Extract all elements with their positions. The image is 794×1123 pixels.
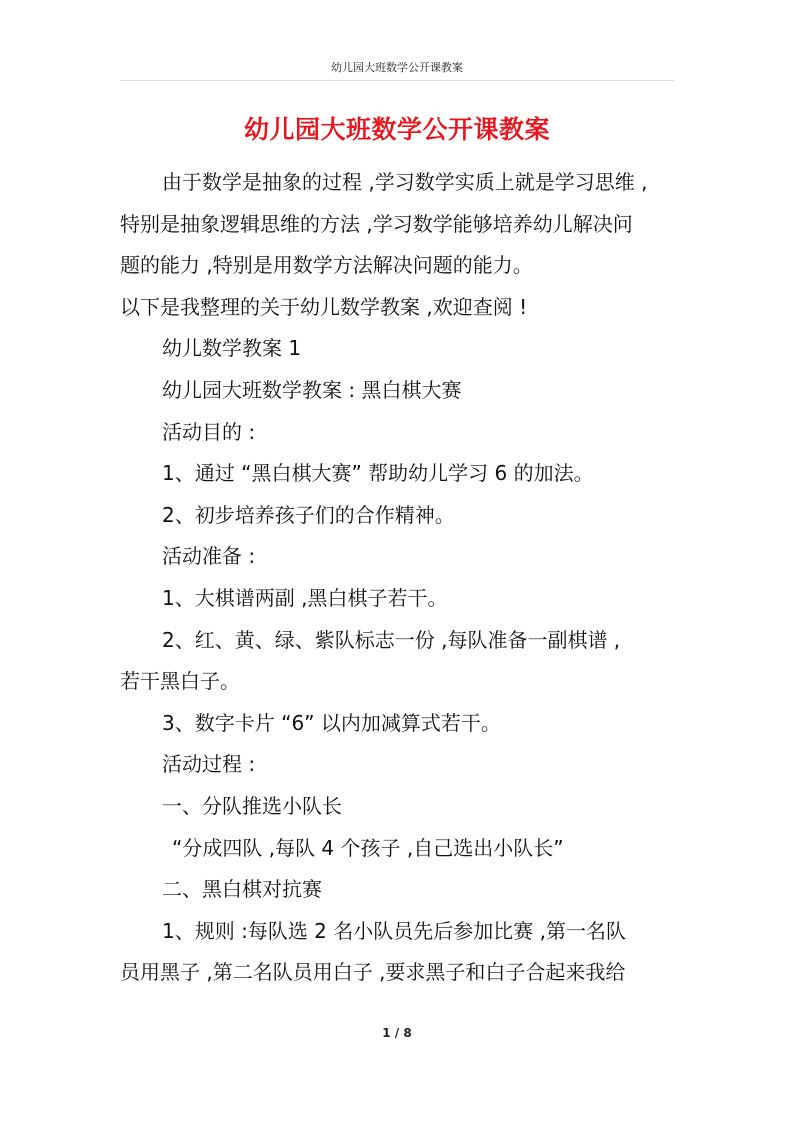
prep-item-2-line-2: 若干黑白子。 — [120, 669, 240, 694]
lesson-title: 幼儿园大班数学教案 : 黑白棋大赛 — [162, 377, 462, 402]
goal-item-2: 2、初步培养孩子们的合作精神。 — [162, 502, 455, 527]
lesson-heading: 幼儿数学教案 1 — [162, 336, 302, 361]
prep-item-3: 3、数字卡片 “6” 以内加减算式若干。 — [162, 710, 501, 735]
document-title: 幼儿园大班数学公开课教案 — [243, 115, 550, 144]
intro-line-2: 特别是抽象逻辑思维的方法 ,学习数学能够培养幼儿解决问 — [120, 211, 633, 236]
process-heading: 活动过程 : — [162, 752, 256, 777]
header-divider — [120, 80, 674, 81]
rule-line-1: 1、规则 :每队选 2 名小队员先后参加比赛 ,第一名队 — [162, 918, 626, 943]
prep-item-2-line-1: 2、红、黄、绿、紫队标志一份 ,每队准备一副棋谱 , — [162, 627, 621, 652]
document-body — [120, 162, 676, 994]
intro-line-4: 以下是我整理的关于幼儿数学教案 ,欢迎查阅 ! — [120, 294, 528, 319]
goals-heading: 活动目的 : — [162, 419, 256, 444]
step-1-heading: 一、分队推选小队长 — [162, 793, 342, 818]
running-header: 幼儿园大班数学公开课教案 — [331, 61, 463, 74]
step-2-heading: 二、黑白棋对抗赛 — [162, 877, 322, 902]
prep-item-1: 1、大棋谱两副 ,黑白棋子若干。 — [162, 585, 448, 610]
prep-heading: 活动准备 : — [162, 544, 256, 569]
intro-line-3: 题的能力 ,特别是用数学方法解决问题的能力。 — [120, 253, 533, 278]
rule-line-2: 员用黑子 ,第二名队员用白子 ,要求黑子和白子合起来我给 — [120, 960, 626, 985]
page-number: 1 / 8 — [382, 1026, 412, 1040]
intro-line-1: 由于数学是抽象的过程 ,学习数学实质上就是学习思维 , — [162, 170, 648, 194]
step-1-quote: “分成四队 ,每队 4 个孩子 ,自己选出小队长” — [172, 835, 564, 860]
goal-item-1: 1、通过 “黑白棋大赛” 帮助幼儿学习 6 的加法。 — [162, 461, 594, 486]
